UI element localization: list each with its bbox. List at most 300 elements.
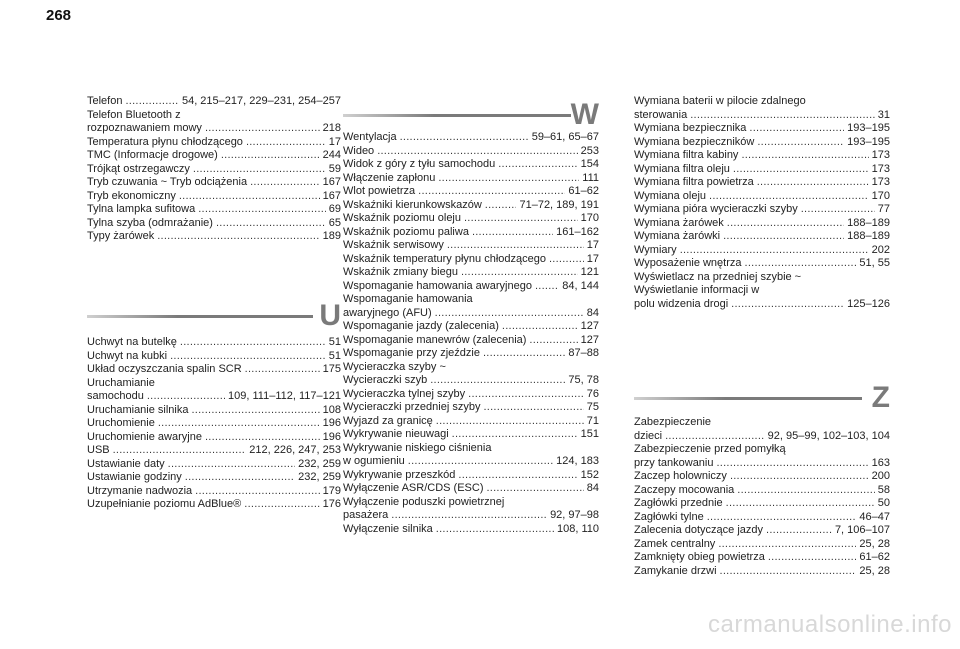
index-entry-line <box>634 298 890 312</box>
entry-term: Zamek centralny <box>634 537 716 550</box>
entry-term: Wspomaganie manewrów (zalecenia) <box>343 333 527 346</box>
index-entry-line <box>634 244 890 258</box>
index-entry-line <box>343 199 599 213</box>
index-entry <box>343 158 599 172</box>
entry-page-ref: 109, 111–112, 117–121 <box>228 390 341 402</box>
entry-page-ref: 84 <box>586 482 599 494</box>
dot-leader <box>438 172 579 186</box>
index-entry <box>634 230 890 244</box>
entry-term: Wspomaganie hamowania <box>343 293 473 305</box>
index-entry-line <box>87 417 341 431</box>
index-entry-line <box>634 443 890 457</box>
entry-page-ref: 87–88 <box>568 347 599 359</box>
index-entry <box>87 498 341 512</box>
dot-leader <box>707 511 857 525</box>
index-entry <box>87 230 341 244</box>
entry-page-ref: 176 <box>322 498 341 510</box>
section-rule <box>634 397 862 400</box>
index-entry-line <box>343 145 599 159</box>
entry-term: Układ oczyszczania spalin SCR <box>87 363 242 375</box>
index-entry <box>634 136 890 150</box>
entry-page-ref: 173 <box>871 176 890 188</box>
index-entry-line <box>343 361 599 375</box>
index-entry <box>634 565 890 579</box>
entry-term: Uchwyt na butelkę <box>87 336 177 348</box>
entry-page-ref: 50 <box>877 497 890 509</box>
index-entry <box>634 551 890 565</box>
index-entry <box>87 149 341 163</box>
entry-term: Uruchamianie <box>87 376 155 389</box>
index-entry <box>634 244 890 258</box>
entry-term: Wyświetlacz na przedniej szybie ~ <box>634 270 802 283</box>
index-entry <box>343 253 599 267</box>
entry-page-ref: 127 <box>580 333 599 346</box>
index-entry <box>87 458 341 472</box>
dot-leader <box>408 455 553 469</box>
index-entry-line <box>343 253 599 267</box>
entry-page-ref: 173 <box>871 162 890 175</box>
index-entry <box>343 199 599 213</box>
dot-leader <box>690 109 875 123</box>
dot-leader <box>435 307 584 321</box>
index-entry <box>343 185 599 199</box>
entry-term: Wymiana bezpiecznika <box>634 122 747 134</box>
entry-page-ref: 59 <box>328 162 341 175</box>
entry-page-ref: 76 <box>586 387 599 400</box>
index-entry-line <box>634 109 890 123</box>
dot-leader <box>250 176 320 190</box>
index-entry <box>343 239 599 253</box>
index-entry <box>87 377 341 404</box>
index-entry-line <box>87 95 341 109</box>
entry-term: Zalecenia dotyczące jazdy <box>634 524 764 536</box>
entry-page-ref: 75 <box>586 401 599 413</box>
dot-leader <box>461 266 578 280</box>
entry-page-ref: 51, 55 <box>859 257 890 269</box>
index-entry <box>343 320 599 334</box>
entry-term: Typy żarówek <box>87 230 155 242</box>
entry-term: USB <box>87 444 110 456</box>
index-entry <box>343 361 599 388</box>
entry-term: Wspomaganie jazdy (zalecenia) <box>343 320 499 332</box>
index-entry-line <box>343 226 599 240</box>
index-entry-line <box>634 257 890 271</box>
entry-term: Wymiana filtra oleju <box>634 162 730 175</box>
entry-term: dzieci <box>634 429 663 442</box>
dot-leader <box>757 176 869 190</box>
dot-leader <box>502 320 578 334</box>
index-entry-line <box>634 538 890 552</box>
entry-term: sterowania <box>634 108 688 121</box>
entry-page-ref: 84, 144 <box>562 279 599 292</box>
entry-list <box>343 131 599 536</box>
entry-page-ref: 31 <box>877 108 890 121</box>
index-entry-line <box>634 190 890 204</box>
dot-leader <box>727 217 844 231</box>
entry-list <box>87 95 341 244</box>
entry-term: Uchwyt na kubki <box>87 349 168 362</box>
dot-leader <box>168 458 296 472</box>
index-entry <box>87 203 341 217</box>
dot-leader <box>113 444 247 458</box>
entry-term: Zagłówki przednie <box>634 497 723 509</box>
index-entry <box>634 416 890 443</box>
index-entry-line <box>634 565 890 579</box>
entry-term: pasażera <box>343 509 389 521</box>
index-entry <box>87 336 341 350</box>
entry-term: Wymiana baterii w pilocie zdalnego <box>634 95 806 107</box>
index-entry-line <box>343 455 599 469</box>
index-entry <box>634 271 890 312</box>
watermark: carmanualsonline.info <box>708 611 952 638</box>
index-entry-line <box>87 404 341 418</box>
index-entry <box>343 334 599 348</box>
entry-term: Wycieraczki szyb <box>343 374 428 386</box>
index-entry-line <box>87 203 341 217</box>
dot-leader <box>766 524 832 538</box>
dot-leader <box>745 257 857 271</box>
dot-leader <box>498 158 577 172</box>
index-entry-line <box>87 336 341 350</box>
index-entry <box>87 417 341 431</box>
entry-term: Telefon <box>87 95 123 107</box>
dot-leader <box>730 470 869 484</box>
index-entry <box>343 388 599 402</box>
entry-term: Ustawianie godziny <box>87 471 182 483</box>
entry-page-ref: 61–62 <box>568 185 599 197</box>
entry-term: Zamykanie drzwi <box>634 564 717 577</box>
entry-term: TMC (Informacje drogowe) <box>87 149 218 161</box>
index-entry-line <box>343 523 599 537</box>
entry-page-ref: 17 <box>586 252 599 265</box>
index-entry-line <box>343 280 599 294</box>
entry-page-ref: 200 <box>871 470 890 482</box>
entry-page-ref: 193–195 <box>847 135 890 148</box>
index-entry-line <box>634 284 890 298</box>
entry-term: Wskaźnik serwisowy <box>343 239 444 251</box>
entry-term: Utrzymanie nadwozia <box>87 484 193 497</box>
index-entry-line <box>87 390 341 404</box>
index-entry-line <box>343 212 599 226</box>
index-entry-line <box>87 377 341 391</box>
index-entry-line <box>343 172 599 186</box>
entry-page-ref: 151 <box>580 428 599 440</box>
index-entry-line <box>87 190 341 204</box>
index-entry-line <box>634 230 890 244</box>
index-entry-line <box>634 470 890 484</box>
dot-leader <box>221 149 320 163</box>
index-entry-line <box>634 457 890 471</box>
dot-leader <box>723 230 844 244</box>
entry-page-ref: 121 <box>580 266 599 278</box>
entry-term: Włączenie zapłonu <box>343 171 436 184</box>
dot-leader <box>680 244 869 258</box>
dot-leader <box>717 457 869 471</box>
entry-page-ref: 124, 183 <box>556 455 599 467</box>
index-entry <box>634 497 890 511</box>
section-letter: Z <box>871 381 890 414</box>
index-entry-line <box>343 415 599 429</box>
index-entry <box>634 484 890 498</box>
entry-term: Zabezpieczenie przed pomyłką <box>634 443 786 455</box>
index-entry <box>343 428 599 442</box>
entry-term: Ustawianie daty <box>87 457 165 470</box>
entry-term: samochodu <box>87 390 144 402</box>
index-entry-line <box>87 217 341 231</box>
index-entry <box>634 443 890 470</box>
index-entry-line <box>343 388 599 402</box>
index-entry-line <box>343 496 599 510</box>
entry-page-ref: 188–189 <box>847 230 890 242</box>
entry-term: Uruchamianie silnika <box>87 403 189 416</box>
index-entry-line <box>87 136 341 150</box>
entry-page-ref: 51 <box>328 336 341 348</box>
dot-leader <box>472 226 553 240</box>
index-entry-line <box>87 350 341 364</box>
index-entry <box>87 444 341 458</box>
entry-term: rozpoznawaniem mowy <box>87 122 202 134</box>
index-entry <box>87 363 341 377</box>
entry-term: Wyposażenie wnętrza <box>634 257 742 269</box>
dot-leader <box>125 95 178 109</box>
entry-term: Wymiana oleju <box>634 189 707 202</box>
index-entry <box>87 217 341 231</box>
entry-term: Wyłączenie ASR/CDS (ESC) <box>343 482 484 494</box>
dot-leader <box>170 350 326 364</box>
entry-page-ref: 58 <box>877 483 890 496</box>
index-entry-line <box>343 307 599 321</box>
entry-term: Wymiana filtra kabiny <box>634 149 739 161</box>
index-entry <box>343 442 599 469</box>
index-entry-line <box>87 109 341 123</box>
entry-term: Wymiana filtra powietrza <box>634 176 754 188</box>
index-entry-line <box>634 163 890 177</box>
entry-page-ref: 92, 95–99, 102–103, 104 <box>767 429 890 442</box>
entry-page-ref: 167 <box>322 176 341 188</box>
index-entry-line <box>343 374 599 388</box>
dot-leader <box>180 336 326 350</box>
entry-page-ref: 65 <box>328 216 341 229</box>
entry-term: Wskaźnik zmiany biegu <box>343 266 458 278</box>
index-entry-line <box>87 431 341 445</box>
entry-page-ref: 196 <box>322 417 341 429</box>
section-letter: W <box>570 98 599 131</box>
index-entry-line <box>343 320 599 334</box>
entry-list <box>634 416 890 578</box>
index-entry <box>634 95 890 122</box>
entry-term: w ogumieniu <box>343 455 405 467</box>
index-entry <box>634 176 890 190</box>
index-entry-line <box>87 458 341 472</box>
entry-term: Wyświetlanie informacji w <box>634 284 760 296</box>
entry-term: Wycieraczka szyby ~ <box>343 360 446 373</box>
dot-leader <box>216 217 326 231</box>
index-entry <box>343 347 599 361</box>
entry-page-ref: 154 <box>580 158 599 170</box>
dot-leader <box>720 565 857 579</box>
dot-leader <box>205 122 320 136</box>
index-entry-line <box>343 266 599 280</box>
entry-page-ref: 232, 259 <box>298 471 341 483</box>
index-entry <box>343 172 599 186</box>
entry-term: Tylna lampka sufitowa <box>87 203 196 215</box>
entry-term: Wspomaganie hamowania awaryjnego <box>343 279 532 292</box>
entry-term: Zaczep holowniczy <box>634 470 727 482</box>
entry-term: Wyjazd za granicę <box>343 414 433 427</box>
entry-term: Wymiana bezpieczników <box>634 135 755 148</box>
dot-leader <box>185 471 295 485</box>
index-entry-line <box>87 444 341 458</box>
entry-page-ref: 193–195 <box>847 122 890 134</box>
index-entry <box>343 293 599 320</box>
entry-term: Wskaźnik temperatury płynu chłodzącego <box>343 252 546 265</box>
dot-leader <box>400 131 529 145</box>
entry-page-ref: 196 <box>322 430 341 443</box>
entry-term: Wskaźnik poziomu paliwa <box>343 225 469 238</box>
entry-page-ref: 212, 226, 247, 253 <box>249 444 341 456</box>
section-rule <box>87 315 313 318</box>
entry-term: Wyłączenie poduszki powietrznej <box>343 495 505 508</box>
entry-page-ref: 170 <box>580 212 599 224</box>
index-entry <box>87 95 341 109</box>
index-entry <box>634 217 890 231</box>
entry-page-ref: 71 <box>586 414 599 427</box>
index-entry-line <box>343 334 599 348</box>
index-entry <box>343 280 599 294</box>
entry-term: Zabezpieczenie <box>634 416 712 428</box>
entry-page-ref: 175 <box>322 363 341 375</box>
index-entry <box>87 163 341 177</box>
entry-term: Widok z góry z tyłu samochodu <box>343 158 496 170</box>
index-entry <box>343 266 599 280</box>
entry-page-ref: 71–72, 189, 191 <box>519 198 599 211</box>
entry-page-ref: 108, 110 <box>556 522 599 535</box>
entry-page-ref: 17 <box>328 135 341 148</box>
index-entry-line <box>87 498 341 512</box>
index-entry-line <box>87 149 341 163</box>
index-entry <box>634 511 890 525</box>
index-entry-line <box>634 551 890 565</box>
index-entry-line <box>634 176 890 190</box>
entry-term: Tryb ekonomiczny <box>87 189 176 202</box>
index-entry-line <box>343 428 599 442</box>
index-entry-line <box>634 497 890 511</box>
index-entry-line <box>343 509 599 523</box>
dot-leader <box>464 212 578 226</box>
index-entry <box>634 257 890 271</box>
entry-term: Wymiana żarówki <box>634 230 721 242</box>
dot-leader <box>718 538 856 552</box>
index-entry-line <box>87 122 341 136</box>
index-entry <box>87 136 341 150</box>
entry-page-ref: 125–126 <box>847 297 890 310</box>
index-entry-line <box>343 293 599 307</box>
dot-leader <box>452 428 578 442</box>
entry-term: Zaczepy mocowania <box>634 483 735 496</box>
index-entry <box>87 109 341 136</box>
entry-term: Uruchomienie <box>87 417 155 429</box>
entry-list <box>634 95 890 311</box>
index-entry <box>343 226 599 240</box>
entry-page-ref: 51 <box>328 349 341 362</box>
index-entry <box>634 190 890 204</box>
index-entry <box>87 485 341 499</box>
index-entry-line <box>634 203 890 217</box>
dot-leader <box>535 280 559 294</box>
dot-leader <box>418 185 565 199</box>
dot-leader <box>157 230 319 244</box>
entry-page-ref: 218 <box>322 122 341 134</box>
index-entry <box>87 350 341 364</box>
dot-leader <box>483 347 565 361</box>
index-entry-line <box>634 430 890 444</box>
entry-page-ref: 253 <box>580 144 599 157</box>
entry-term: Zamknięty obieg powietrza <box>634 551 765 563</box>
entry-term: Wskaźnik poziomu oleju <box>343 212 461 224</box>
entry-term: polu widzenia drogi <box>634 297 729 310</box>
index-entry <box>343 145 599 159</box>
index-entry <box>634 149 890 163</box>
index-entry <box>87 176 341 190</box>
index-entry-line <box>634 271 890 285</box>
entry-page-ref: 25, 28 <box>859 537 890 550</box>
index-entry-line <box>343 239 599 253</box>
dot-leader <box>245 363 320 377</box>
entry-page-ref: 161–162 <box>556 225 599 238</box>
index-entry-line <box>343 442 599 456</box>
index-entry <box>87 431 341 445</box>
dot-leader <box>737 484 874 498</box>
entry-page-ref: 111 <box>582 171 599 184</box>
entry-page-ref: 59–61, 65–67 <box>531 131 599 143</box>
entry-term: Wymiana żarówek <box>634 216 724 229</box>
entry-page-ref: 179 <box>322 484 341 497</box>
entry-page-ref: 46–47 <box>859 510 890 523</box>
dot-leader <box>205 431 320 445</box>
entry-list <box>87 336 341 512</box>
dot-leader <box>741 149 868 163</box>
entry-page-ref: 167 <box>322 189 341 202</box>
index-entry <box>343 482 599 496</box>
index-entry-line <box>634 511 890 525</box>
index-entry <box>634 524 890 538</box>
index-entry-line <box>634 416 890 430</box>
dot-leader <box>192 404 320 418</box>
section-header-z <box>634 380 890 420</box>
page-number: 268 <box>46 7 72 24</box>
index-entry-line <box>634 136 890 150</box>
entry-term: Uruchomienie awaryjne <box>87 430 202 443</box>
entry-page-ref: 7, 106–107 <box>834 524 890 536</box>
entry-term: Wymiary <box>634 243 677 256</box>
entry-term: Tylna szyba (odmrażanie) <box>87 216 213 229</box>
entry-page-ref: 61–62 <box>859 551 890 563</box>
index-entry <box>87 190 341 204</box>
index-entry-line <box>634 95 890 109</box>
dot-leader <box>801 203 875 217</box>
index-entry <box>87 471 341 485</box>
dot-leader <box>391 509 547 523</box>
dot-leader <box>244 498 319 512</box>
index-entry-line <box>87 471 341 485</box>
index-entry <box>343 212 599 226</box>
dot-leader <box>377 145 577 159</box>
dot-leader <box>436 523 554 537</box>
index-entry <box>634 538 890 552</box>
dot-leader <box>193 163 326 177</box>
index-entry-line <box>343 158 599 172</box>
dot-leader <box>733 163 869 177</box>
